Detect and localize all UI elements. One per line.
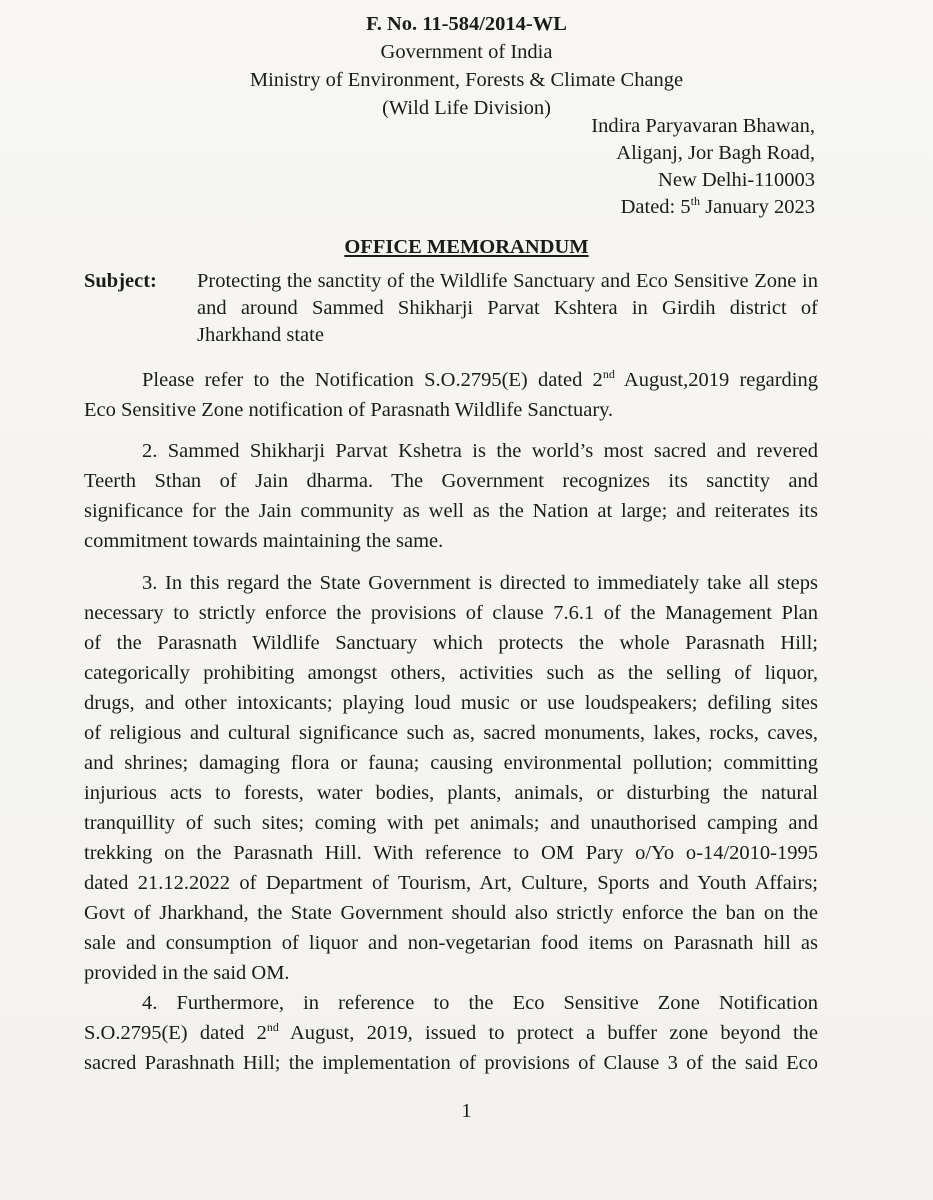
paragraph-4 [84, 988, 818, 1078]
paragraph-3-line-1: 3. In this regard the State Government is directed to immediately take all steps [142, 572, 818, 594]
address-line-1: Indira Paryavaran Bhawan, [591, 115, 815, 137]
paragraph-2-line-1: 2. Sammed Shikharji Parvat Kshetra is the world’s most sacred and revered [142, 440, 818, 462]
paragraph-2-line-3: significance for the Jain community as well as the Nation at large; and reiterates its [84, 500, 818, 522]
government-line: Government of India [380, 41, 553, 63]
paragraph-3-line-13: sale and consumption of liquor and non-vegetarian food items on Parasnath hill as [84, 932, 818, 954]
paragraph-4-superscript: nd [266, 1020, 279, 1035]
date-superscript: th [690, 194, 700, 209]
paragraph-2-line-4: commitment towards maintaining the same. [84, 530, 444, 552]
paragraph-1-superscript: nd [602, 367, 615, 382]
paragraph-4-line-1: 4. Furthermore, in reference to the Eco Sensitive Zone Notification [142, 992, 818, 1014]
paragraph-3-line-10: trekking on the Parasnath Hill. With reference to OM Pary o/Yo o-14/2010-1995 [84, 842, 818, 864]
paragraph-3-line-14: provided in the said OM. [84, 962, 290, 984]
paragraph-3-line-9: tranquillity of such sites; coming with pet animals; and unauthorised camping and [84, 812, 818, 834]
office-address [591, 113, 815, 221]
subject-block [84, 268, 818, 349]
date-prefix: Dated: 5 [620, 196, 691, 218]
paragraph-3-line-11: dated 21.12.2022 of Department of Tourism, Art, Culture, Sports and Youth Affairs; [84, 872, 818, 894]
date-line [591, 194, 815, 221]
document-header [0, 10, 933, 122]
address-line-2: Aliganj, Jor Bagh Road, [616, 142, 815, 164]
paragraph-1-text-b: August,2019 regarding [614, 369, 818, 391]
paragraph-2 [84, 436, 818, 556]
paragraph-3-line-4: categorically prohibiting amongst others, activities such as the selling of liquor, [84, 662, 818, 684]
division-line: (Wild Life Division) [382, 97, 551, 119]
paragraph-3 [84, 568, 818, 988]
paragraph-3-line-6: of religious and cultural significance such as, sacred monuments, lakes, rocks, caves, [84, 722, 818, 744]
paragraph-1 [84, 365, 818, 425]
paragraph-1-line-1 [84, 365, 818, 395]
paragraph-3-line-8: injurious acts to forests, water bodies, plants, animals, or disturbing the natural [84, 782, 818, 804]
paragraph-4-line-3: sacred Parashnath Hill; the implementation of provisions of Clause 3 of the said Eco [84, 1052, 818, 1074]
paragraph-3-line-3: of the Parasnath Wildlife Sanctuary which protects the whole Parasnath Hill; [84, 632, 818, 654]
subject-text: Protecting the sanctity of the Wildlife Sanctuary and Eco Sensitive Zone in and around Sammed Shikharji Parvat Kshtera in Girdih district of Jharkhand state [197, 270, 818, 346]
page-number: 1 [461, 1100, 472, 1122]
address-line-3: New Delhi-110003 [658, 169, 815, 191]
file-number: F. No. 11-584/2014-WL [366, 13, 567, 35]
paragraph-1-text-a: Please refer to the Notification S.O.2795(E) dated 2 [142, 369, 603, 391]
paragraph-4-line-2 [84, 1018, 818, 1048]
paragraph-1-line-2: Eco Sensitive Zone notification of Parasnath Wildlife Sanctuary. [84, 399, 614, 421]
paragraph-3-line-7: and shrines; damaging flora or fauna; causing environmental pollution; committing [84, 752, 818, 774]
subject-label: Subject: [84, 270, 157, 292]
paragraph-4-text-b: August, 2019, issued to protect a buffer zone beyond the [278, 1022, 818, 1044]
paragraph-2-line-2: Teerth Sthan of Jain dharma. The Government recognizes its sanctity and [84, 470, 818, 492]
paragraph-3-line-12: Govt of Jharkhand, the State Government should also strictly enforce the ban on the [84, 902, 818, 924]
paragraph-4-text-a: S.O.2795(E) dated 2 [84, 1022, 267, 1044]
ministry-line: Ministry of Environment, Forests & Climate Change [249, 69, 684, 91]
date-suffix: January 2023 [699, 196, 815, 218]
paragraph-3-line-2: necessary to strictly enforce the provisions of clause 7.6.1 of the Management Plan [84, 602, 818, 624]
paragraph-3-line-5: drugs, and other intoxicants; playing loud music or use loudspeakers; defiling sites [84, 692, 818, 714]
memo-title: OFFICE MEMORANDUM [344, 236, 589, 258]
